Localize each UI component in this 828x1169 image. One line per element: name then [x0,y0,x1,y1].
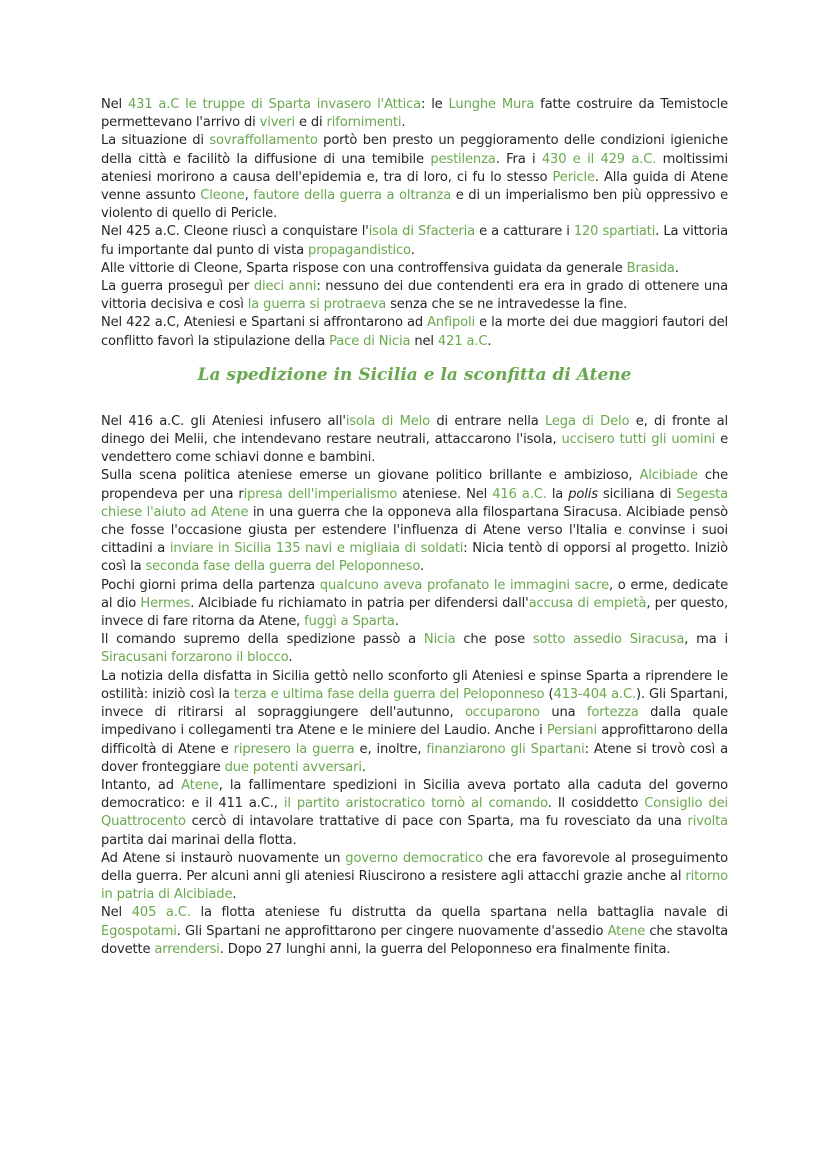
highlighted-text: rifornimenti [326,115,402,131]
highlighted-text: viveri [259,115,295,131]
highlighted-text: ritorno in patria di Alcibiade [101,868,728,903]
highlighted-text: 431 a.C le truppe di Sparta invasero l'Attica [127,97,422,112]
highlighted-text: sovraffollamento [209,133,318,149]
text-run: Ad Atene si instaurò nuovamente un [101,850,346,866]
text-run: . [288,650,293,666]
text-run: e, inoltre, [354,741,427,757]
highlighted-text: dieci anni [253,279,317,295]
highlighted-text: 120 spartiati [573,224,656,240]
text-run: senza che se ne intravedesse la fine. [386,297,628,313]
text-run: , o erme, dedicate al dio [101,577,729,611]
text-run: ). Gli Spartani, invece di ritirarsi al sopraggiungere dell'autunno, [101,686,728,721]
text-run: La guerra proseguì per [101,279,254,295]
text-run: Il comando supremo della spedizione passò a [101,632,424,648]
section-peloponnesian-war-first-phase [101,96,728,351]
text-run: la [546,486,569,502]
highlighted-text: arrendersi [154,941,220,957]
text-run: nel [410,333,438,349]
text-run: che pose [455,632,533,648]
text-run: di entrare nella [429,413,545,429]
paragraph [101,777,728,850]
highlighted-text: ipresa dell'imperialismo [243,486,398,502]
highlighted-text: Hermes [140,595,191,611]
highlighted-text: 413-404 a.C. [553,686,637,702]
paragraph [101,223,728,259]
paragraph [101,577,728,632]
text-run: che era favorevole al proseguimento della guerra. Per alcuni anni gli ateniesi Riuscirono a resistere agli attacchi grazie anche al [101,850,728,884]
text-run: Nel 416 a.C. gli Ateniesi infusero all' [101,413,346,429]
paragraph [101,132,728,223]
highlighted-text: due potenti avversari [224,759,362,775]
text-run: : Nicia tentò di opporsi al progetto. Iniziò così la [101,541,728,575]
highlighted-text: Lunghe Mura [448,97,535,112]
text-run: . [674,260,679,276]
highlighted-text: fautore della guerra a oltranza [253,188,452,204]
text-run: . [410,242,415,258]
text-run: : nessuno dei due contendenti era era in grado di ottenere una vittoria decisiva e così [101,279,728,313]
text-run: , per questo, invece di fare ritorna da Atene, [101,595,728,630]
paragraph [101,413,728,468]
text-run: Nel 425 a.C. Cleone riuscì a conquistare l' [101,224,369,240]
text-run: ateniese. Nel [397,486,493,502]
paragraph [101,631,728,667]
paragraph [101,467,728,576]
text-run: Intanto, ad [101,777,182,793]
text-run: Sulla scena politica ateniese emerse un giovane politico brillante e ambizioso, [101,468,640,484]
paragraph [101,96,728,132]
text-run: e, di fronte al dinego dei Melii, che intendevano restare neutrali, attaccarono l'isola, [101,413,728,448]
text-run: la flotta ateniese fu distrutta da quella spartana nella battaglia navale di [190,905,728,921]
text-run: una [539,705,587,721]
highlighted-text: isola di Melo [345,413,430,429]
text-run: moltissimi ateniesi morirono a causa dell'epidemia e, tra di loro, ci fu lo stesso [101,151,728,185]
highlighted-text: Nicia [423,632,456,648]
text-run: e di [294,115,327,131]
paragraph [101,278,728,314]
text-run: . [401,115,406,131]
highlighted-text: Consiglio dei Quattrocento [101,796,728,830]
highlighted-text: Alcibiade [639,468,698,484]
highlighted-text: inviare in Sicilia 135 navi e migliaia di soldati [169,541,464,557]
text-run: che propendeva per una r [101,468,728,502]
text-run: in una guerra che la opponeva alla filospartana Siracusa. Alcibiade pensò che fosse l'occasione giusta per estendere l'influenza di Atene verso l'Italia e convinse i suoi cittadini a [101,504,729,557]
italic-text: polis [568,486,598,502]
text-run: . [394,614,399,630]
section-sicilian-expedition [101,413,728,959]
text-run: La situazione di [101,133,210,149]
text-run: , ma i [684,632,728,648]
highlighted-text: finanziarono gli Spartani [426,741,585,757]
text-run: : Atene si trovò così a dover fronteggiare [101,741,728,775]
highlighted-text: Atene [607,923,646,939]
text-run: che stavolta dovette [101,923,729,957]
highlighted-text: 430 e il 429 a.C. [541,151,657,167]
text-run: partita dai marinai della flotta. [101,832,297,848]
highlighted-text: qualcuno aveva profanato le immagini sacre [319,577,609,593]
text-run: . Alla guida di Atene venne assunto [101,169,728,204]
highlighted-text: propagandistico [308,242,411,258]
highlighted-text: fuggì a Sparta [304,614,395,630]
highlighted-text: Cleone [200,188,245,204]
text-run: . Alcibiade fu richiamato in patria per difendersi dall' [190,595,529,611]
text-run: . Dopo 27 lunghi anni, la guerra del Peloponneso era finalmente finita. [219,941,671,957]
highlighted-text: Segesta chiese l'aiuto ad Atene [101,486,729,520]
text-run: . Il cosiddetto [547,796,645,812]
text-run: Alle vittorie di Cleone, Sparta rispose con una controffensiva guidata da generale [101,260,627,276]
highlighted-text: Lega di Delo [544,413,630,429]
text-run: . [361,759,366,775]
highlighted-text: il partito aristocratico tornò al comando [283,796,548,812]
highlighted-text: Atene [181,777,219,793]
highlighted-text: uccisero tutti gli uomini [561,432,716,448]
highlighted-text: Egospotami [101,923,177,939]
text-run: e a catturare i [474,224,574,240]
highlighted-text: 405 a.C. [131,905,191,921]
highlighted-text: Anfipoli [427,315,475,331]
highlighted-text: accusa di empietà [528,595,647,611]
text-run: . [419,559,424,575]
text-run: e di un imperialismo ben più oppressivo e violento di quello di Pericle. [101,188,728,222]
text-run: cercò di intavolare trattative di pace con Sparta, ma fu rovesciato da una [185,814,688,830]
text-run: fatte costruire da Temistocle permettevano l'arrivo di [101,97,728,131]
text-run: Nel [101,905,132,921]
section-title: La spedizione in Sicilia e la sconfitta di Atene [197,364,632,385]
highlighted-text: Persiani [546,723,597,739]
text-run: ( [544,686,554,702]
text-run: . [232,887,237,903]
highlighted-text: isola di Sfacteria [368,224,475,240]
highlighted-text: 421 a.C [437,333,488,349]
highlighted-text: occuparono [464,705,540,721]
highlighted-text: seconda fase della guerra del Peloponneso [145,559,420,575]
text-run: . [487,333,492,349]
text-run: Pochi giorni prima della partenza [101,577,320,593]
paragraph [101,904,728,959]
highlighted-text: Pace di Nicia [329,333,411,349]
text-run: Nel [101,97,128,112]
highlighted-text: sotto assedio Siracusa [532,632,685,648]
highlighted-text: ripresero la guerra [233,741,355,757]
highlighted-text: 416 a.C. [492,486,547,502]
text-run: , [244,188,254,204]
text-run: Nel 422 a.C, Ateniesi e Spartani si affrontarono ad [101,315,428,331]
paragraph [101,850,728,905]
highlighted-text: Siracusani forzarono il blocco [101,650,289,666]
highlighted-text: Brasida [626,260,675,276]
text-run: approfittarono della difficoltà di Atene e [101,723,728,757]
text-run: , la fallimentare spedizioni in Sicilia aveva portato alla caduta del governo democratico: e il 411 a.C., [101,777,728,812]
text-run: . Fra i [495,151,542,167]
text-run: portò ben presto un peggioramento delle condizioni igieniche della città e facilitò la diffusione di una temibile [101,133,728,167]
highlighted-text: rivolta [687,814,728,830]
highlighted-text: Pericle [552,169,595,185]
text-run: . Gli Spartani ne approfittarono per cingere nuovamente d'assedio [176,923,608,939]
paragraph [101,314,728,350]
text-run: e vendettero come schiavi donne e bambini. [101,432,728,466]
text-run: : le [421,97,449,112]
highlighted-text: terza e ultima fase della guerra del Peloponneso [233,686,545,702]
highlighted-text: fortezza [586,705,639,721]
paragraph [101,260,728,278]
highlighted-text: governo democratico [345,850,483,866]
highlighted-text: pestilenza [430,151,496,167]
text-run: dalla quale impedivano i collegamenti tra Atene e le miniere del Laudio. Anche i [101,705,728,739]
text-run: e la morte dei due maggiori fautori del conflitto favorì la stipulazione della [101,315,728,349]
highlighted-text: la guerra si protraeva [247,297,387,313]
text-run: . La vittoria fu importante dal punto di vista [101,224,728,258]
text-run: siciliana di [597,486,677,502]
text-run: La notizia della disfatta in Sicilia gettò nello sconforto gli Ateniesi e spinse Sparta a riprendere le ostilità: iniziò così la [101,668,728,702]
paragraph [101,668,728,777]
